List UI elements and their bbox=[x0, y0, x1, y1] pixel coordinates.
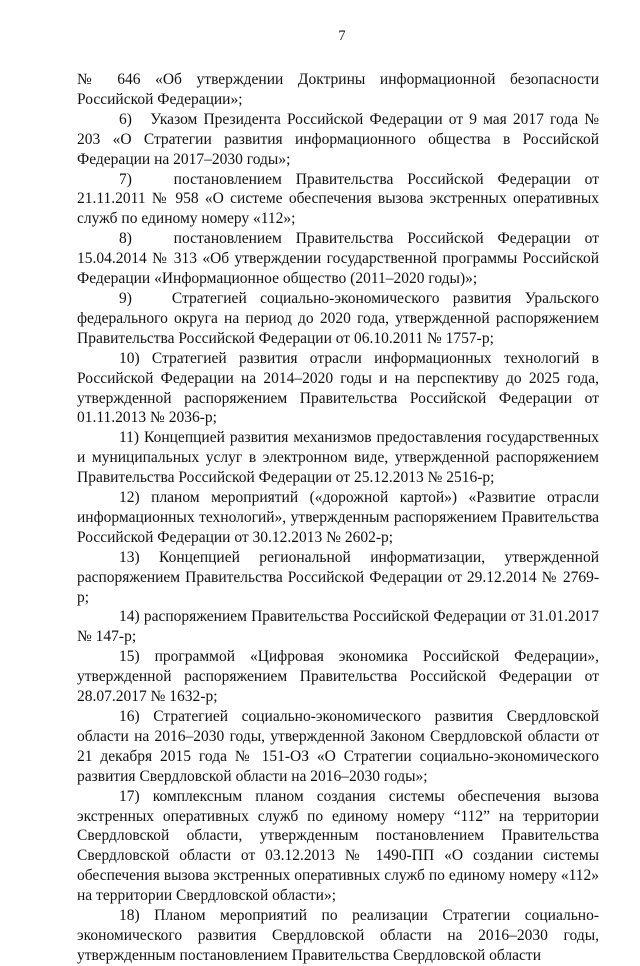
page-number: 7 bbox=[338, 28, 346, 44]
paragraph-item-14: 14) распоряжением Правительства Российской Федерации от 31.01.2017 № 147-р; bbox=[77, 608, 599, 646]
paragraph-item-10: 10) Стратегией развития отрасли информационных технологий в Российской Федерации на 2014–2020 годы и на перспективу до 2025 года, утвержденной распоряжением Правительства Российской Федерации от 01.11.2013 № 2036-р; bbox=[77, 349, 599, 427]
paragraph-item-13: 13) Концепцией региональной информатизации, утвержденной распоряжением Правительства Российской Федерации от 29.12.2014 № 2769-р; bbox=[77, 548, 599, 606]
paragraph-item-18: 18) Планом мероприятий по реализации Стратегии социально-экономического развития Свердловской области на 2016–2030 годы, утвержденным постановлением Правительства Свердловской области bbox=[77, 907, 599, 964]
paragraph-item-15: 15) программой «Цифровая экономика Российской Федерации», утвержденной распоряжением Правительства Российской Федерации от 28.07.2017 № 1632-р; bbox=[77, 648, 599, 706]
document-page bbox=[77, 26, 599, 966]
paragraph-item-7: 7) постановлением Правительства Российской Федерации от 21.11.2011 № 958 «О системе обеспечения вызова экстренных оперативных служб по единому номеру «112»; bbox=[77, 170, 599, 228]
paragraph-item-5-continuation: № 646 «Об утверждении Доктрины информационной безопасности Российской Федерации»; bbox=[77, 71, 599, 108]
paragraph-item-12: 12) планом мероприятий («дорожной картой») «Развитие отрасли информационных технологий», утвержденным распоряжением Правительства Российской Федерации от 30.12.2013 № 2602-р; bbox=[77, 489, 599, 546]
paragraph-item-6: 6) Указом Президента Российской Федерации от 9 мая 2017 года № 203 «О Стратегии развития информационного общества в Российской Федерации на 2017–2030 годы»; bbox=[77, 110, 599, 168]
paragraph-item-11: 11) Концепцией развития механизмов предоставления государственных и муниципальных услуг в электронном виде, утвержденной распоряжением Правительства Российской Федерации от 25.12.2013 № 2516-р; bbox=[77, 429, 599, 487]
paragraph-item-8: 8) постановлением Правительства Российской Федерации от 15.04.2014 № 313 «Об утверждении государственной программы Российской Федерации «Информационное общество (2011–2020 годы)»; bbox=[77, 230, 599, 288]
paragraph-item-9: 9) Стратегией социально-экономического развития Уральского федерального округа на период до 2020 года, утвержденной распоряжением Правительства Российской Федерации от 06.10.2011 № 1757-р; bbox=[77, 289, 599, 347]
paragraph-item-17: 17) комплексным планом создания системы обеспечения вызова экстренных оперативных служб по единому номеру “112” на территории Свердловской области, утвержденным постановлением Правительства Свердловской области от 03.12.2013 № 1490-ПП «О создании системы обеспечения вызова экстренных оперативных служб по единому номеру «112» на территории Свердловской области»; bbox=[77, 787, 599, 905]
paragraph-item-16: 16) Стратегией социально-экономического развития Свердловской области на 2016–2030 годы, утвержденной Законом Свердловской области от 21 декабря 2015 года № 151-ОЗ «О Стратегии социально-экономического развития Свердловской области на 2016–2030 годы»; bbox=[77, 708, 599, 785]
